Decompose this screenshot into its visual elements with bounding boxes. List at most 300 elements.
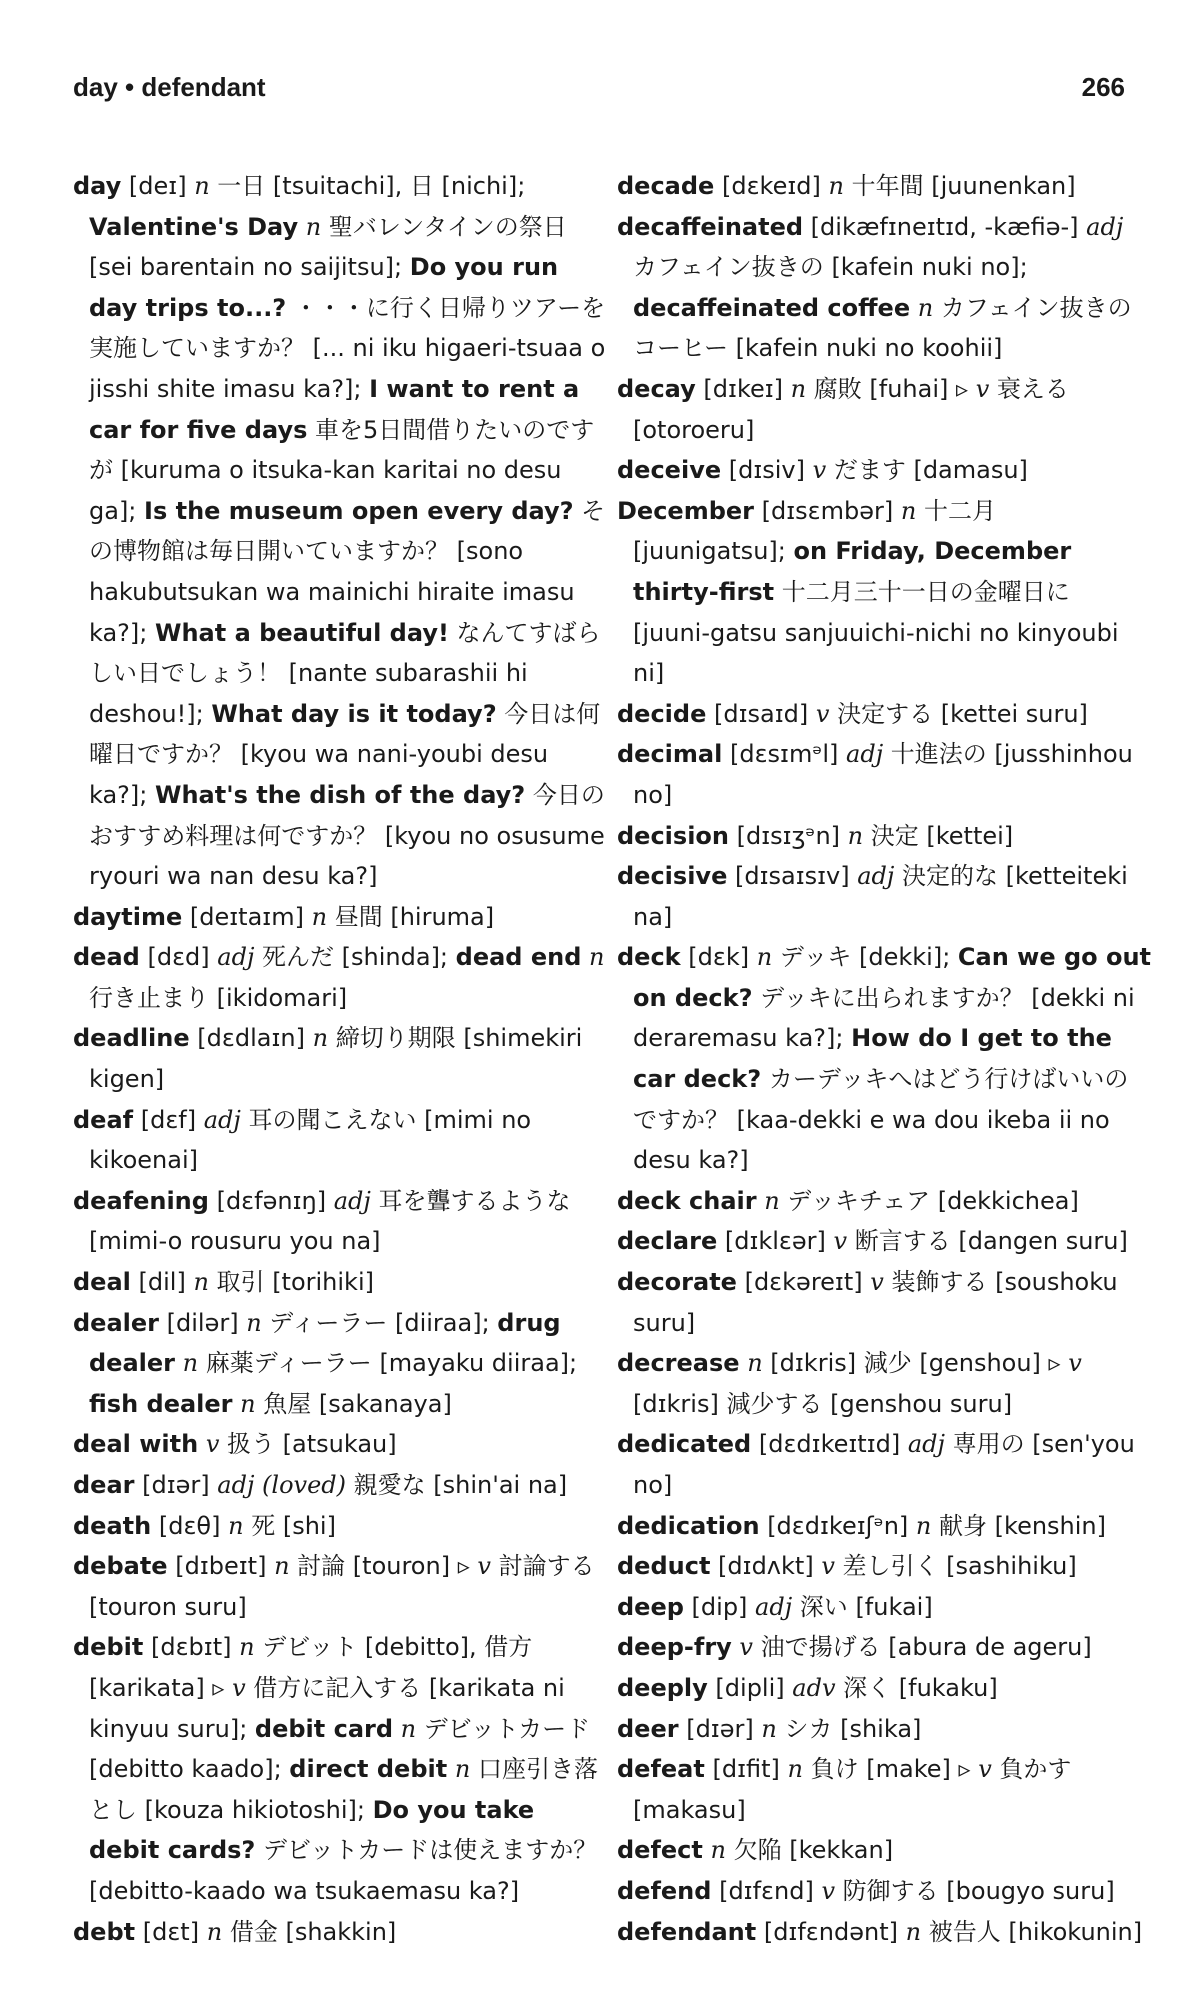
- japanese-translation: 十進法の: [883, 740, 995, 769]
- part-of-speech: n: [739, 1349, 763, 1378]
- japanese-translation: 十年間: [843, 172, 932, 200]
- part-of-speech: n: [193, 1268, 209, 1297]
- example-phrase: debit card: [254, 1714, 394, 1743]
- japanese-translation: 決定的な: [894, 862, 1006, 891]
- headword: deep-fry: [617, 1633, 732, 1662]
- part-of-speech: n: [311, 902, 328, 931]
- example-phrase: on Friday, December thirty-first: [633, 537, 1072, 606]
- romanization: [debitto kaado];: [89, 1755, 290, 1784]
- pronunciation: [dɪsaɪd]: [706, 699, 816, 728]
- japanese-translation: カフェイン抜きのコーヒー: [633, 293, 1132, 363]
- example-phrase: drug dealer: [89, 1308, 561, 1378]
- dictionary-entry: [617, 1262, 1152, 1343]
- japanese-translation: 魚屋: [255, 1389, 319, 1418]
- guide-words: day • defendant: [73, 72, 266, 102]
- dictionary-entry: [73, 166, 608, 897]
- japanese-translation: 腐敗: [806, 374, 870, 403]
- dictionary-entry: [617, 491, 1152, 694]
- part-of-speech: n: [761, 1714, 777, 1743]
- romanization: [fukai]: [855, 1592, 933, 1621]
- pronunciation: [dɛθ]: [151, 1511, 229, 1540]
- part-of-speech: n: [915, 1511, 932, 1540]
- part-of-speech: n: [900, 496, 917, 525]
- headword: decaffeinated: [617, 212, 804, 241]
- romanization: [genshou] ▹: [919, 1349, 1069, 1378]
- part-of-speech: n: [910, 293, 934, 322]
- romanization: [shinda];: [341, 943, 456, 972]
- page-number: 266: [1081, 72, 1125, 102]
- part-of-speech: adj: [333, 1186, 371, 1215]
- romanization: [shin'ai na]: [433, 1471, 568, 1499]
- pronunciation: [dɪfit]: [704, 1755, 788, 1784]
- japanese-translation: 耳を聾するような: [370, 1186, 571, 1215]
- headword: decay: [617, 374, 696, 403]
- pronunciation: [dɪsɛmbər]: [754, 496, 901, 525]
- romanization: [kyou no osusume ryouri wa nan desu ka?]: [89, 821, 605, 891]
- romanization: [hikokunin]: [1008, 1917, 1143, 1946]
- headword: December: [617, 496, 755, 525]
- romanization: [shimekiri kigen]: [89, 1024, 583, 1094]
- dictionary-entry: [73, 1262, 608, 1303]
- japanese-translation: 専用の: [944, 1430, 1033, 1459]
- pronunciation: [dikæfɪneɪtɪd, -kæfiə-]: [803, 212, 1087, 241]
- dictionary-entry: [617, 166, 1152, 207]
- part-of-speech: n: [847, 821, 864, 850]
- headword: declare: [617, 1227, 718, 1256]
- pronunciation: [dɛbɪt]: [143, 1633, 240, 1662]
- dictionary-entry: [73, 937, 608, 1018]
- japanese-translation: 行き止まり: [89, 983, 217, 1012]
- japanese-translation: 口座引き落とし: [89, 1755, 598, 1824]
- pronunciation: [dɛsɪmᵊl]: [722, 740, 847, 769]
- headword: death: [73, 1511, 152, 1540]
- japanese-translation: 死んだ: [254, 943, 342, 972]
- dictionary-entry: [617, 1221, 1152, 1262]
- romanization: [kekkan]: [789, 1836, 894, 1865]
- romanization: [kettei suru]: [940, 699, 1088, 728]
- romanization: [mayaku diiraa];: [379, 1349, 578, 1378]
- part-of-speech: v: [815, 699, 830, 728]
- pronunciation: [dɪsaɪsɪv]: [727, 862, 858, 891]
- part-of-speech: v: [731, 1633, 753, 1662]
- pronunciation: [dɪkris]: [762, 1349, 864, 1378]
- romanization: [fuhai] ▹: [869, 374, 976, 403]
- part-of-speech: n: [175, 1349, 199, 1378]
- japanese-translation: 死: [243, 1511, 283, 1540]
- japanese-translation: デッキ: [772, 943, 859, 972]
- headword: day: [73, 172, 122, 200]
- part-of-speech: n: [393, 1714, 417, 1743]
- pronunciation: [dɛk]: [680, 943, 757, 972]
- romanization: [jusshinhou no]: [633, 740, 1133, 809]
- romanization: [bougyo suru]: [946, 1876, 1115, 1905]
- dictionary-entry: [73, 1506, 608, 1547]
- romanization: [kuruma o itsuka-kan karitai no desu ga];: [89, 456, 562, 525]
- japanese-translation: 車を5日間借りたいのですが: [89, 415, 595, 485]
- example-phrase: dead end: [455, 943, 582, 972]
- example-phrase: What a beautiful day!: [155, 618, 449, 647]
- example-phrase: What's the dish of the day?: [155, 780, 526, 809]
- dictionary-entry: [617, 1546, 1152, 1587]
- dictionary-entry: [617, 1627, 1152, 1668]
- japanese-translation: なんてすばらしい日でしょう！: [89, 618, 601, 688]
- example-phrase: direct debit: [289, 1755, 448, 1784]
- part-of-speech: adj: [1086, 212, 1124, 241]
- japanese-translation: 締切り期限: [328, 1024, 464, 1053]
- dictionary-entry: [617, 207, 1152, 369]
- romanization: [debitto], 借方 [karikata] ▹: [89, 1633, 533, 1702]
- dictionary-entry: [73, 1424, 608, 1465]
- japanese-translation: 十二月: [916, 496, 996, 525]
- headword: dedication: [617, 1511, 760, 1540]
- pronunciation: [dɛkəreɪt]: [736, 1268, 871, 1297]
- romanization: [otoroeru]: [633, 415, 755, 444]
- romanization: [make] ▹: [866, 1755, 979, 1784]
- dictionary-entry: [617, 937, 1152, 1181]
- japanese-translation: その博物館は毎日開いていますか？: [89, 496, 606, 566]
- part-of-speech: v: [198, 1430, 220, 1459]
- romanization: [torihiki]: [272, 1268, 374, 1297]
- headword: deadline: [73, 1024, 190, 1053]
- japanese-translation: デビットカードは使えますか？: [255, 1836, 598, 1865]
- part-of-speech: n: [756, 943, 773, 972]
- romanization: [juuni-gatsu sanjuuichi-nichi no kinyoubi ni]: [633, 618, 1119, 688]
- dictionary-entry: [617, 1749, 1152, 1830]
- dictionary-entry: [73, 1018, 608, 1099]
- japanese-translation: カーデッキへはどう行けばいいのですか？: [633, 1065, 1129, 1134]
- headword: deafening: [73, 1186, 209, 1215]
- headword: decisive: [617, 862, 728, 891]
- romanization: [juunenkan]: [931, 172, 1076, 200]
- pronunciation: [deɪ]: [121, 172, 195, 200]
- pronunciation: [dɪklɛər]: [717, 1227, 834, 1256]
- part-of-speech: adj: [907, 1430, 945, 1459]
- romanization: [genshou suru]: [830, 1389, 1013, 1418]
- part-of-speech: adj: [203, 1105, 241, 1134]
- romanization: [karikata ni kinyuu suru];: [89, 1673, 565, 1743]
- example-phrase: fish dealer: [89, 1389, 233, 1418]
- part-of-speech: n: [828, 172, 844, 200]
- example-phrase: decaffeinated coffee: [633, 293, 911, 322]
- romanization: [tsuitachi], 日 [nichi];: [272, 172, 526, 200]
- japanese-translation: シカ: [776, 1714, 841, 1743]
- romanization: [sei barentain no saijitsu];: [89, 253, 410, 282]
- japanese-translation: 麻薬ディーラー: [198, 1349, 380, 1378]
- part-of-speech: adj: [755, 1592, 793, 1621]
- romanization: [diiraa];: [395, 1308, 498, 1337]
- headword: dead: [73, 943, 140, 972]
- headword: decorate: [617, 1268, 737, 1297]
- japanese-translation: 負け: [802, 1755, 867, 1784]
- part-of-speech: v: [821, 1876, 836, 1905]
- example-phrase: Do you run day trips to...?: [89, 253, 559, 322]
- part-of-speech: adj (loved): [217, 1471, 346, 1499]
- romanization: [dekki ni deraremasu ka?];: [633, 983, 1135, 1053]
- part-of-speech: n: [447, 1755, 471, 1784]
- japanese-translation: ・・・に行く日帰りツアーを実施していますか？: [89, 293, 606, 363]
- pronunciation: [dɛdlaɪn]: [189, 1024, 313, 1053]
- japanese-translation: 討論: [289, 1552, 353, 1581]
- dictionary-entry: [617, 1587, 1152, 1628]
- japanese-translation: 決定: [863, 821, 927, 850]
- pronunciation: [deɪtaɪm]: [182, 902, 312, 931]
- headword: deck chair: [617, 1186, 757, 1215]
- japanese-translation: デッキに出られますか？: [752, 983, 1032, 1012]
- japanese-translation: デッキチェア: [779, 1186, 938, 1215]
- headword: deck: [617, 943, 681, 972]
- headword: deaf: [73, 1105, 134, 1134]
- romanization: [dekki];: [859, 943, 958, 972]
- pronunciation: [dɛdɪkeɪtɪd]: [751, 1430, 908, 1459]
- part-of-speech: v: [232, 1673, 246, 1702]
- pronunciation: [dɪkris]: [633, 1389, 727, 1418]
- dictionary-entry: [73, 1303, 608, 1425]
- romanization: [atsukau]: [282, 1430, 397, 1459]
- japanese-translation: 深い: [792, 1592, 856, 1621]
- romanization: [makasu]: [633, 1795, 746, 1824]
- dictionary-entry: [617, 816, 1152, 857]
- part-of-speech: n: [246, 1308, 262, 1337]
- japanese-translation: 断言する: [847, 1227, 959, 1256]
- romanization: [sakanaya]: [318, 1389, 452, 1418]
- pronunciation: [dɪdʌkt]: [710, 1552, 822, 1581]
- headword: decide: [617, 699, 707, 728]
- pronunciation: [dɛfənɪŋ]: [208, 1186, 334, 1215]
- dictionary-entry: [617, 1181, 1152, 1222]
- part-of-speech: n: [239, 1633, 255, 1662]
- headword: defendant: [617, 1917, 757, 1946]
- japanese-translation: 決定する: [829, 699, 941, 728]
- dictionary-entry: [617, 369, 1152, 450]
- dictionary-entry: [617, 694, 1152, 735]
- japanese-translation: 聖バレンタインの祭日: [321, 212, 567, 241]
- japanese-translation: カフェイン抜きの: [633, 253, 832, 282]
- romanization: [shi]: [282, 1511, 336, 1540]
- pronunciation: [dɪkeɪ]: [695, 374, 791, 403]
- headword: dear: [73, 1471, 135, 1499]
- romanization: [dangen suru]: [958, 1227, 1128, 1256]
- part-of-speech: v: [1068, 1349, 1082, 1378]
- romanization: [kaa-dekki e wa dou ikeba ii no desu ka?]: [633, 1105, 1110, 1175]
- japanese-translation: だます: [826, 456, 914, 485]
- japanese-translation: 減少する: [726, 1389, 831, 1418]
- japanese-translation: 被告人: [921, 1917, 1009, 1946]
- headword: dealer: [73, 1308, 159, 1337]
- dictionary-entry: [73, 1100, 608, 1181]
- example-phrase: I want to rent a car for five days: [89, 374, 580, 444]
- dictionary-entry: [73, 1546, 608, 1627]
- dictionary-entry: [73, 1181, 608, 1262]
- romanization: [ikidomari]: [216, 983, 348, 1012]
- japanese-translation: 減少: [863, 1349, 920, 1378]
- romanization: [kyou wa nani-youbi desu ka?];: [89, 740, 549, 809]
- pronunciation: [dɛdɪkeɪʃᵊn]: [759, 1511, 916, 1540]
- headword: defend: [617, 1876, 712, 1905]
- part-of-speech: v: [812, 456, 827, 485]
- headword: deeply: [617, 1673, 708, 1702]
- part-of-speech: n: [206, 1917, 223, 1946]
- romanization: [shika]: [840, 1714, 922, 1743]
- romanization: [fukaku]: [898, 1673, 998, 1702]
- dictionary-entry: [617, 856, 1152, 937]
- japanese-translation: 借金: [222, 1917, 286, 1946]
- headword: deduct: [617, 1552, 711, 1581]
- romanization: [kafein nuki no];: [831, 253, 1028, 282]
- part-of-speech: v: [978, 1755, 992, 1784]
- dictionary-entry: [617, 1912, 1152, 1953]
- headword: daytime: [73, 902, 183, 931]
- dictionary-entry: [617, 1709, 1152, 1750]
- romanization: [sashihiku]: [946, 1552, 1077, 1581]
- dictionary-entry: [73, 1912, 608, 1953]
- dictionary-entry: [617, 1424, 1152, 1505]
- japanese-translation: 深く: [835, 1673, 899, 1702]
- japanese-translation: 親愛な: [346, 1471, 434, 1499]
- part-of-speech: n: [194, 172, 210, 200]
- pronunciation: [dipli]: [707, 1673, 793, 1702]
- romanization: [kenshin]: [994, 1511, 1106, 1540]
- example-phrase: Can we go out on deck?: [633, 943, 1152, 1012]
- part-of-speech: n: [312, 1024, 329, 1053]
- japanese-translation: 耳の聞こえない: [240, 1105, 425, 1134]
- japanese-translation: 防御する: [835, 1876, 947, 1905]
- page-header: [73, 72, 1125, 108]
- romanization: [dekkichea]: [937, 1186, 1079, 1215]
- romanization: [shakkin]: [285, 1917, 397, 1946]
- romanization: [kouza hikiotoshi];: [144, 1795, 373, 1824]
- pronunciation: [dilər]: [159, 1308, 247, 1337]
- part-of-speech: n: [228, 1511, 244, 1540]
- part-of-speech: n: [702, 1836, 726, 1865]
- example-phrase: How do I get to the car deck?: [633, 1024, 1112, 1094]
- headword: deal with: [73, 1430, 199, 1459]
- japanese-translation: 今日のおすすめ料理は何ですか？: [89, 780, 605, 850]
- japanese-translation: デビット: [254, 1633, 365, 1662]
- headword: deep: [617, 1592, 684, 1621]
- japanese-translation: 十二月三十一日の金曜日に: [774, 577, 1070, 606]
- part-of-speech: n: [298, 212, 322, 241]
- pronunciation: [dɪsiv]: [721, 456, 813, 485]
- part-of-speech: n: [756, 1186, 780, 1215]
- pronunciation: [dip]: [683, 1592, 756, 1621]
- dictionary-entry: [617, 1871, 1152, 1912]
- romanization: [abura de ageru]: [888, 1633, 1092, 1662]
- pronunciation: [dɛd]: [139, 943, 218, 972]
- romanization: [touron suru]: [89, 1592, 247, 1621]
- part-of-speech: adj: [857, 862, 895, 891]
- japanese-translation: デビットカード: [416, 1714, 591, 1743]
- japanese-translation: 扱う: [219, 1430, 283, 1459]
- pronunciation: [dɪsɪʒᵊn]: [729, 821, 848, 850]
- romanization: [kafein nuki no koohii]: [735, 334, 1003, 363]
- part-of-speech: n: [905, 1917, 922, 1946]
- left-column: [73, 166, 608, 1952]
- romanization: [juunigatsu];: [633, 537, 794, 566]
- headword: deer: [617, 1714, 679, 1743]
- japanese-translation: 油で揚げる: [752, 1633, 889, 1662]
- headword: defect: [617, 1836, 703, 1865]
- pronunciation: [dɛt]: [135, 1917, 207, 1946]
- romanization: [mimi-o rousuru you na]: [89, 1227, 381, 1256]
- part-of-speech: n: [787, 1755, 803, 1784]
- part-of-speech: v: [477, 1552, 491, 1581]
- pronunciation: [dɪər]: [678, 1714, 762, 1743]
- headword: dedicated: [617, 1430, 752, 1459]
- romanization: [debitto-kaado wa tsukaemasu ka?]: [89, 1876, 520, 1905]
- example-phrase: What day is it today?: [211, 699, 497, 728]
- dictionary-entry: [617, 1830, 1152, 1871]
- romanization: [damasu]: [913, 456, 1028, 485]
- part-of-speech: n: [581, 943, 605, 972]
- headword: decrease: [617, 1349, 740, 1378]
- headword: debate: [73, 1552, 168, 1581]
- example-phrase: Valentine's Day: [89, 212, 299, 241]
- japanese-translation: 討論する: [490, 1552, 595, 1581]
- part-of-speech: adv: [792, 1673, 836, 1702]
- japanese-translation: ディーラー: [261, 1308, 395, 1337]
- japanese-translation: 負かす: [991, 1755, 1072, 1784]
- part-of-speech: adj: [217, 943, 255, 972]
- example-phrase: Is the museum open every day?: [144, 496, 574, 525]
- part-of-speech: n: [232, 1389, 256, 1418]
- headword: deceive: [617, 456, 722, 485]
- part-of-speech: v: [833, 1227, 848, 1256]
- japanese-translation: 借方に記入する: [245, 1673, 429, 1702]
- headword: debit: [73, 1633, 144, 1662]
- dictionary-entry: [73, 897, 608, 938]
- pronunciation: [dɪfɛndənt]: [756, 1917, 906, 1946]
- dictionary-entry: [73, 1627, 608, 1911]
- japanese-translation: 衰える: [989, 374, 1069, 403]
- headword: deal: [73, 1268, 131, 1297]
- romanization: [nante subarashii hi deshou!];: [89, 659, 528, 728]
- headword: decision: [617, 821, 729, 850]
- part-of-speech: n: [790, 374, 807, 403]
- japanese-translation: 差し引く: [834, 1552, 947, 1581]
- part-of-speech: n: [274, 1552, 290, 1581]
- headword: decade: [617, 172, 715, 200]
- pronunciation: [dɪbeɪt]: [167, 1552, 275, 1581]
- part-of-speech: v: [975, 374, 990, 403]
- japanese-translation: 欠陥: [725, 1836, 790, 1865]
- part-of-speech: v: [870, 1268, 884, 1297]
- headword: defeat: [617, 1755, 705, 1784]
- romanization: [touron] ▹: [352, 1552, 478, 1581]
- dictionary-entry: [617, 450, 1152, 491]
- pronunciation: [dɪfɛnd]: [711, 1876, 822, 1905]
- headword: decimal: [617, 740, 723, 769]
- dictionary-entry: [73, 1465, 608, 1506]
- dictionary-entry: [617, 1668, 1152, 1709]
- romanization: [soushoku suru]: [633, 1268, 1118, 1337]
- pronunciation: [dɛf]: [133, 1105, 204, 1134]
- romanization: [... ni iku higaeri-tsuaa o jisshi shite imasu ka?];: [89, 334, 606, 403]
- part-of-speech: adj: [846, 740, 884, 769]
- example-phrase: Do you take debit cards?: [89, 1795, 535, 1865]
- romanization: [kettei]: [926, 821, 1014, 850]
- japanese-translation: 装飾する: [883, 1268, 996, 1297]
- dictionary-entry: [617, 734, 1152, 815]
- japanese-translation: 今日は何曜日ですか？: [89, 699, 601, 769]
- right-column: [617, 166, 1152, 1952]
- japanese-translation: 取引: [208, 1268, 273, 1297]
- romanization: [mimi no kikoenai]: [89, 1105, 532, 1175]
- japanese-translation: 一日: [209, 172, 273, 200]
- part-of-speech: v: [821, 1552, 835, 1581]
- dictionary-entry: [617, 1506, 1152, 1547]
- romanization: [sen'you no]: [633, 1430, 1135, 1499]
- romanization: [hiruma]: [390, 902, 495, 931]
